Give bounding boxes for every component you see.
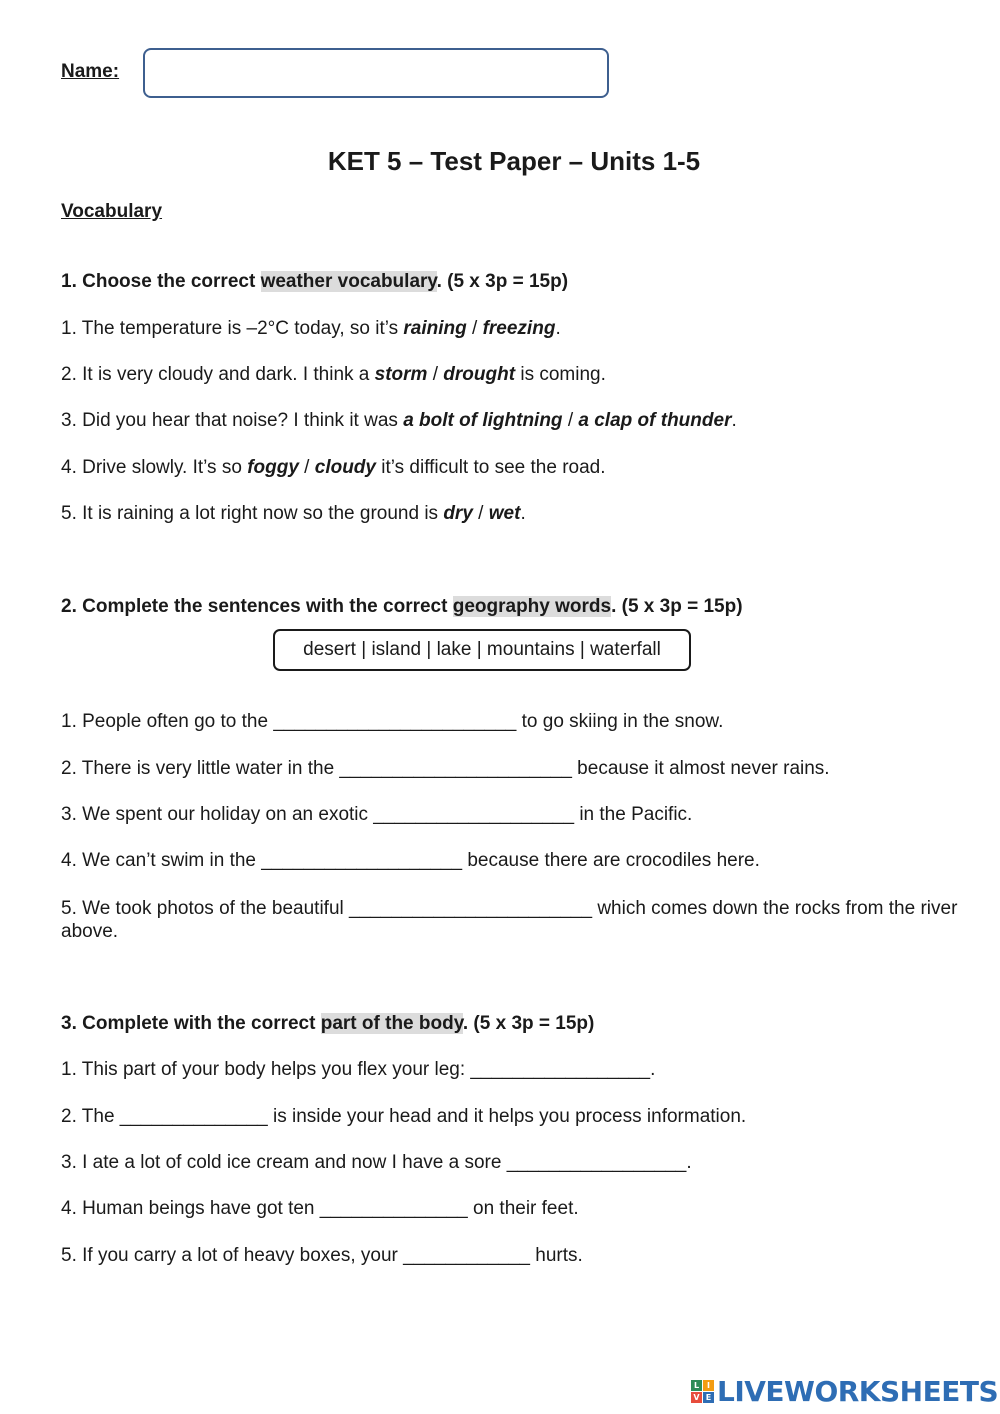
option-raining[interactable]: raining [403,318,467,339]
option-storm[interactable]: storm [374,364,428,385]
logo-cell-l: L [691,1380,702,1391]
q3-item-4: 4. Human beings have got ten ______________ on their feet. [61,1198,579,1219]
logo-text: LIVEWORKSHEETS [717,1374,999,1408]
option-dry[interactable]: dry [443,503,473,524]
page-title: KET 5 – Test Paper – Units 1-5 [327,146,701,176]
q1-item-1: 1. The temperature is –2°C today, so it’s raining / freezing. [61,318,561,339]
q1-item-3: 3. Did you hear that noise? I think it was a bolt of lightning / a clap of thunder. [61,410,737,431]
word-bank-box [273,629,691,671]
option-wet[interactable]: wet [488,503,521,524]
logo-cell-e: E [703,1392,714,1403]
q1-item-5: 5. It is raining a lot right now so the ground is dry / wet. [61,503,526,524]
name-label: Name: [61,61,120,82]
section-heading-vocabulary: Vocabulary [61,201,163,222]
option-clap-of-thunder[interactable]: a clap of thunder [578,410,732,431]
logo-cell-v: V [691,1392,702,1403]
q3-item-1: 1. This part of your body helps you flex your leg: _________________. [61,1059,656,1080]
question-1-heading: 1. Choose the correct weather vocabulary. (5 x 3p = 15p) [61,271,569,292]
name-input-box[interactable] [143,48,609,98]
logo-cell-i: I [703,1380,714,1391]
option-cloudy[interactable]: cloudy [314,457,376,478]
word-bank-text: desert | island | lake | mountains | waterfall [303,639,661,660]
logo-icon [691,1380,714,1403]
q2-item-1: 1. People often go to the _______________________ to go skiing in the snow. [61,711,724,732]
q2-item-3: 3. We spent our holiday on an exotic ___________________ in the Pacific. [61,804,693,825]
option-drought[interactable]: drought [443,364,516,385]
q3-item-3: 3. I ate a lot of cold ice cream and now I have a sore _________________. [61,1152,692,1173]
option-bolt-of-lightning[interactable]: a bolt of lightning [403,410,563,431]
q3-item-5: 5. If you carry a lot of heavy boxes, your ____________ hurts. [61,1245,583,1266]
q2-item-5: 5. We took photos of the beautiful _______________________ which comes down the rocks from the river above. [61,898,958,942]
q1-item-4: 4. Drive slowly. It’s so foggy / cloudy it’s difficult to see the road. [61,457,606,478]
q2-item-4: 4. We can’t swim in the ___________________ because there are crocodiles here. [61,850,760,871]
question-3-heading: 3. Complete with the correct part of the body. (5 x 3p = 15p) [61,1013,595,1034]
option-freezing[interactable]: freezing [482,318,556,339]
liveworksheets-logo [691,1373,998,1409]
q3-item-2: 2. The ______________ is inside your head and it helps you process information. [61,1106,747,1127]
question-2-heading: 2. Complete the sentences with the correct geography words. (5 x 3p = 15p) [61,596,743,617]
q2-item-2: 2. There is very little water in the ______________________ because it almost never rains. [61,758,830,779]
q1-item-2: 2. It is very cloudy and dark. I think a storm / drought is coming. [61,364,606,385]
option-foggy[interactable]: foggy [247,457,299,478]
